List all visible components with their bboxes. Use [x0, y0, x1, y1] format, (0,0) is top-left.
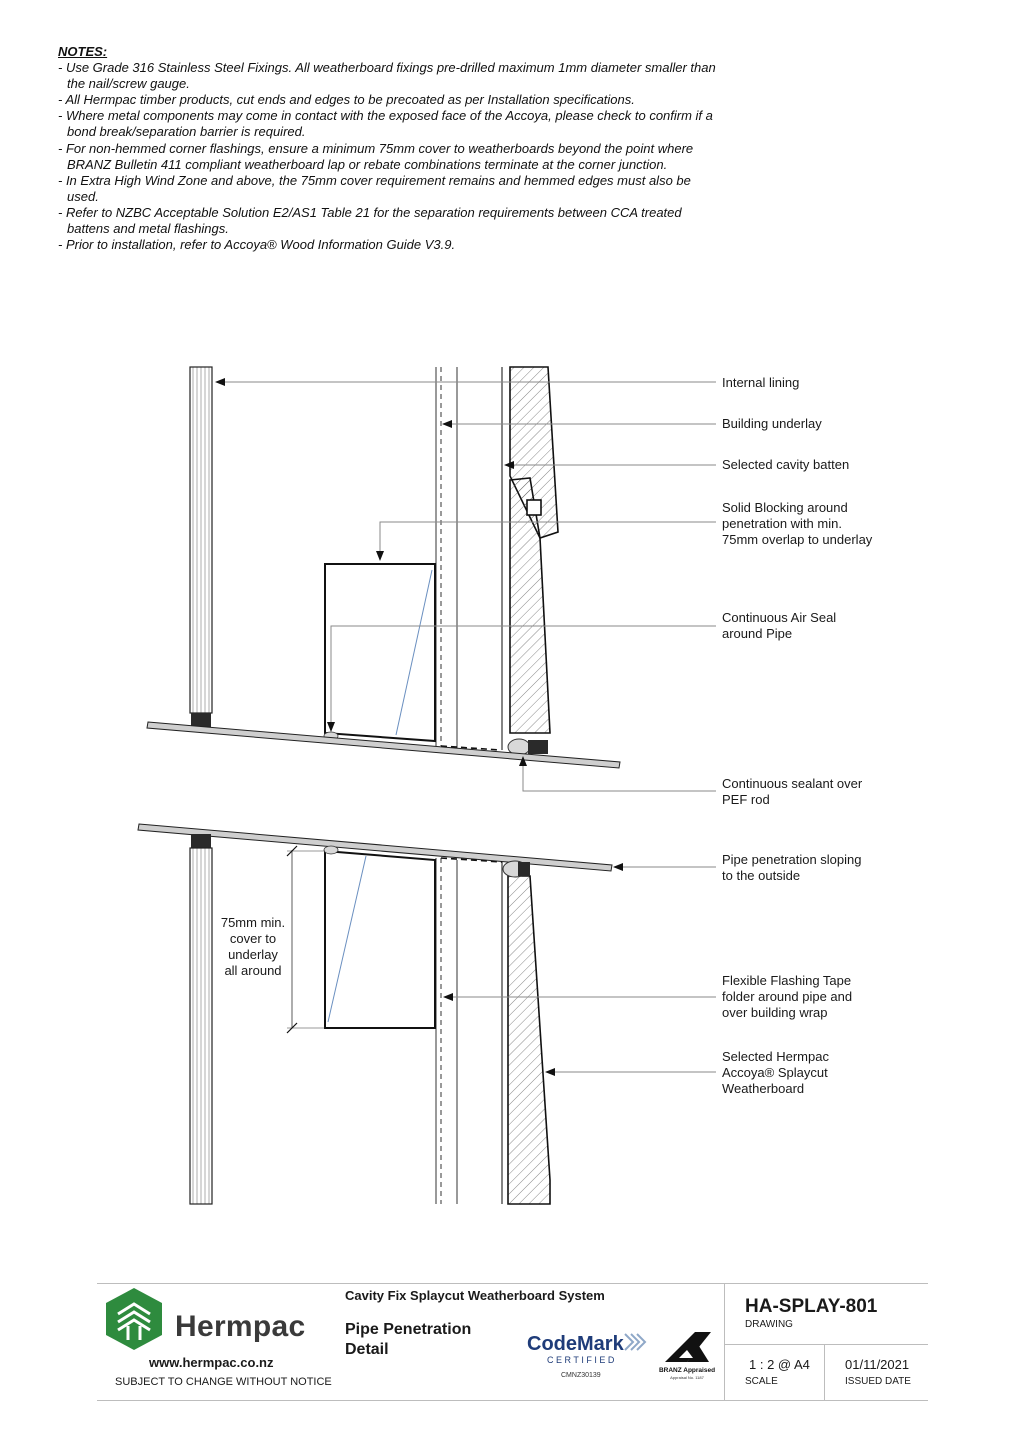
branz-number: Appraisal No. 1187: [670, 1375, 704, 1380]
callout-flashing-tape-1: Flexible Flashing Tape: [722, 973, 852, 988]
note-item: - In Extra High Wind Zone and above, the 75mm cover requirement remains and hemmed edges must also be used.: [58, 172, 691, 204]
dimension-label-2: cover to: [229, 931, 277, 946]
callout-weatherboard-2: Accoya® Splaycut: [722, 1065, 828, 1080]
lower-section: [138, 824, 612, 1204]
callout-weatherboard-1: Selected Hermpac: [722, 1049, 829, 1064]
callout-sealant-2: PEF rod: [722, 792, 770, 807]
divider: [724, 1284, 725, 1400]
scale-value: 1 : 2 @ A4: [749, 1357, 810, 1372]
leaders: [216, 382, 716, 1072]
codemark-certified-logo: [527, 1328, 657, 1380]
note-item: - Prior to installation, refer to Accoya® Wood Information Guide V3.9.: [58, 237, 456, 253]
solid-blocking-lower: [325, 851, 435, 1028]
drawing-caption: DRAWING: [745, 1319, 793, 1330]
brand-name: Hermpac: [175, 1310, 306, 1343]
callout-solid-blocking-2: penetration with min.: [722, 516, 842, 531]
issued-date-caption: ISSUED DATE: [845, 1376, 911, 1387]
issued-date: 01/11/2021: [845, 1357, 910, 1372]
drawing-title-line: Detail: [345, 1341, 389, 1358]
divider: [824, 1344, 825, 1400]
system-name: Cavity Fix Splaycut Weatherboard System: [345, 1288, 605, 1303]
notice-text: SUBJECT TO CHANGE WITHOUT NOTICE: [115, 1376, 332, 1388]
callout-sealant-1: Continuous sealant over: [722, 776, 863, 791]
notes-title: NOTES:: [58, 44, 108, 59]
upper-section: [147, 367, 620, 768]
internal-lining-upper: [190, 367, 212, 713]
dimension-label-3: underlay: [228, 947, 278, 962]
note-item: - For non-hemmed corner flashings, ensure a minimum 75mm cover to weatherboards beyond the point where BRANZ Bulletin 411 compliant weatherboard lap or rebate combinations terminate at the corner junction.: [58, 140, 694, 172]
title-block: [97, 1283, 928, 1401]
codemark-name: CodeMark: [527, 1333, 624, 1355]
callout-cavity-batten: Selected cavity batten: [722, 457, 850, 472]
callout-flashing-tape-2: folder around pipe and: [722, 989, 853, 1004]
callout-solid-blocking-3: 75mm overlap to underlay: [722, 532, 873, 547]
note-item: - Use Grade 316 Stainless Steel Fixings. All weatherboard fixings pre-drilled maximum 1mm diameter smaller than the nail/screw gauge.: [58, 60, 716, 92]
callout-pipe-slope-2: to the outside: [722, 868, 801, 883]
note-item: - All Hermpac timber products, cut ends and edges to be precoated as per Installation specifications.: [58, 92, 635, 108]
drawing-title-line: Pipe Penetration: [345, 1321, 472, 1338]
air-seal-rod-lower: [324, 846, 338, 854]
codemark-number: CMNZ30139: [561, 1372, 601, 1379]
callout-weatherboard-3: Weatherboard: [722, 1081, 805, 1096]
dimension-label-4: all around: [224, 963, 282, 978]
hermpac-hexagon-icon: [101, 1286, 167, 1352]
callout-flashing-tape-3: over building wrap: [722, 1005, 828, 1020]
callout-air-seal-2: around Pipe: [722, 626, 793, 641]
callout-pipe-slope-1: Pipe penetration sloping: [722, 852, 862, 867]
note-item: - Where metal components may come in contact with the exposed face of the Accoya, please check to confirm if a bond break/separation barrier is required.: [58, 108, 713, 140]
callout-internal-lining: Internal lining: [722, 375, 800, 390]
drawing-title: [345, 1320, 515, 1360]
callout-solid-blocking-1: Solid Blocking around: [722, 500, 848, 515]
sealant-upper: [528, 740, 548, 754]
divider: [724, 1344, 928, 1345]
website-link[interactable]: www.hermpac.co.nz: [149, 1355, 274, 1370]
codemark-sub: CERTIFIED: [547, 1355, 617, 1365]
solid-blocking-upper: [325, 564, 435, 741]
sealant-lower: [518, 862, 530, 876]
scale-caption: SCALE: [745, 1376, 778, 1387]
callout-air-seal-1: Continuous Air Seal: [722, 610, 837, 625]
dimension-label-1: 75mm min.: [220, 915, 286, 930]
callout-labels: [722, 375, 873, 1096]
note-item: - Refer to NZBC Acceptable Solution E2/AS1 Table 21 for the separation requirements between CCA treated battens and metal flashings.: [58, 204, 682, 237]
lining-sealant-upper: [191, 713, 211, 727]
callout-building-underlay: Building underlay: [722, 416, 822, 431]
branz-label: BRANZ Appraised: [658, 1367, 716, 1374]
drawing-code: HA-SPLAY-801: [745, 1296, 878, 1317]
lining-sealant-lower: [191, 834, 211, 848]
weatherboard-lower: [508, 876, 550, 1204]
internal-lining-lower: [190, 848, 212, 1204]
branz-appraised-logo: [657, 1324, 717, 1384]
hermpac-logo: [101, 1286, 321, 1352]
cavity-batten-upper: [527, 500, 541, 515]
